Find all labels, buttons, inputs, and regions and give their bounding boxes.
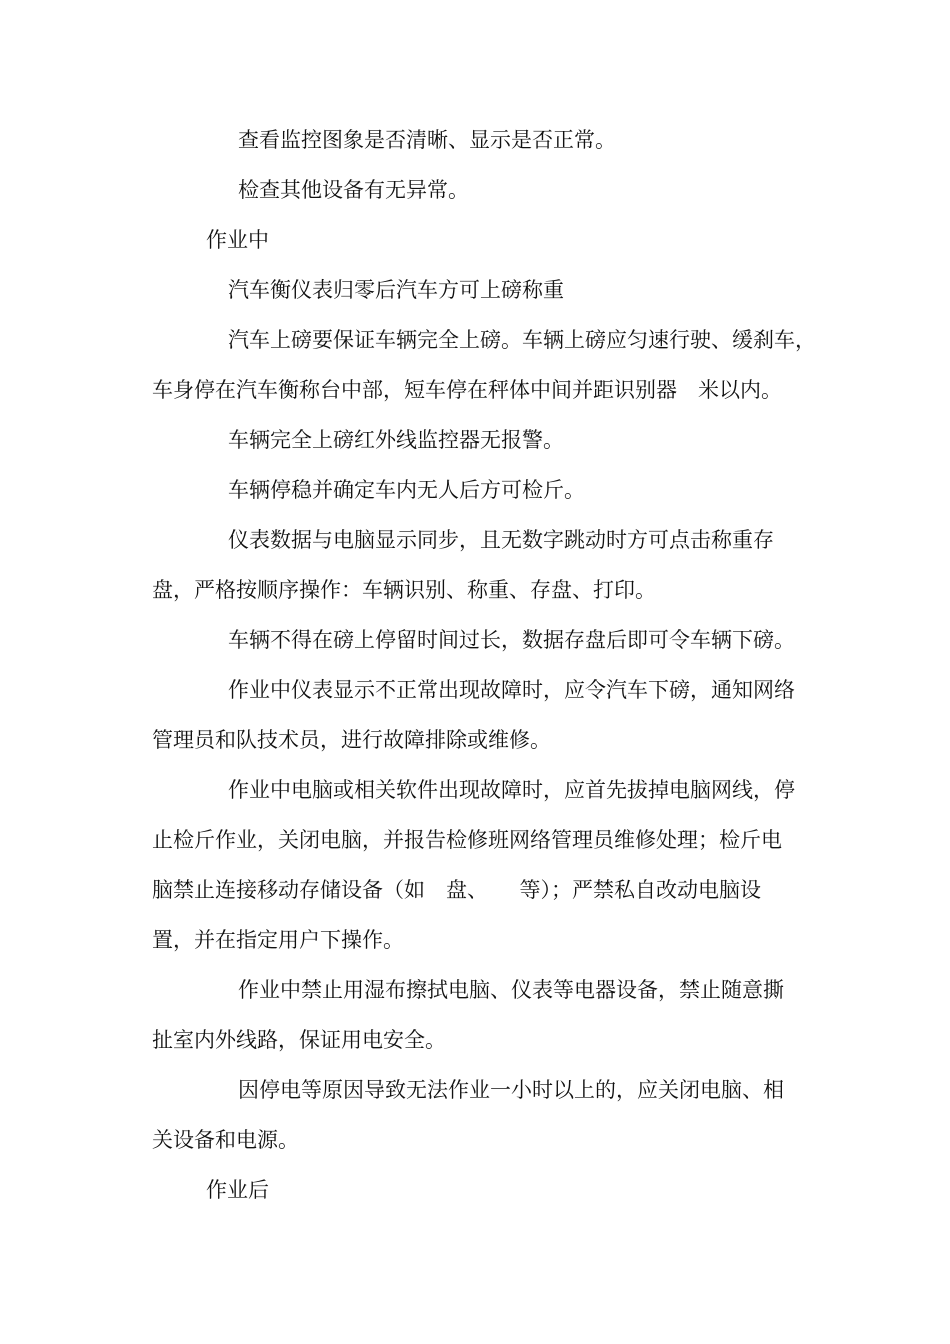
section-heading-during: 作业中 — [206, 228, 269, 252]
text-line: 置，并在指定用户下操作。 — [152, 928, 404, 952]
text-line: 检查其他设备有无异常。 — [238, 178, 469, 202]
text-line: 查看监控图象是否清晰、显示是否正常。 — [238, 128, 616, 152]
text-line: 作业中禁止用湿布擦拭电脑、仪表等电器设备，禁止随意撕 — [238, 978, 784, 1002]
text-line: 管理员和队技术员，进行故障排除或维修。 — [152, 728, 551, 752]
section-heading-after: 作业后 — [206, 1178, 269, 1202]
text-line: 汽车衡仪表归零后汽车方可上磅称重 — [228, 278, 564, 302]
text-line: 车辆完全上磅红外线监控器无报警。 — [228, 428, 564, 452]
text-line: 车身停在汽车衡称台中部，短车停在秤体中间并距识别器 米以内。 — [152, 378, 782, 402]
text-line: 车辆不得在磅上停留时间过长，数据存盘后即可令车辆下磅。 — [228, 628, 795, 652]
text-line: 扯室内外线路，保证用电安全。 — [152, 1028, 446, 1052]
text-line: 仪表数据与电脑显示同步，且无数字跳动时方可点击称重存 — [228, 528, 774, 552]
text-line: 作业中电脑或相关软件出现故障时，应首先拔掉电脑网线，停 — [228, 778, 795, 802]
text-line: 因停电等原因导致无法作业一小时以上的，应关闭电脑、相 — [238, 1078, 784, 1102]
text-line: 汽车上磅要保证车辆完全上磅。车辆上磅应匀速行驶、缓刹车， — [228, 328, 816, 352]
text-line: 关设备和电源。 — [152, 1128, 299, 1152]
text-line: 止检斤作业，关闭电脑，并报告检修班网络管理员维修处理；检斤电 — [152, 828, 782, 852]
text-line: 车辆停稳并确定车内无人后方可检斤。 — [228, 478, 585, 502]
text-line: 盘，严格按顺序操作：车辆识别、称重、存盘、打印。 — [152, 578, 656, 602]
text-line: 作业中仪表显示不正常出现故障时，应令汽车下磅，通知网络 — [228, 678, 795, 702]
text-line: 脑禁止连接移动存储设备（如 盘、 等）；严禁私自改动电脑设 — [152, 878, 761, 902]
